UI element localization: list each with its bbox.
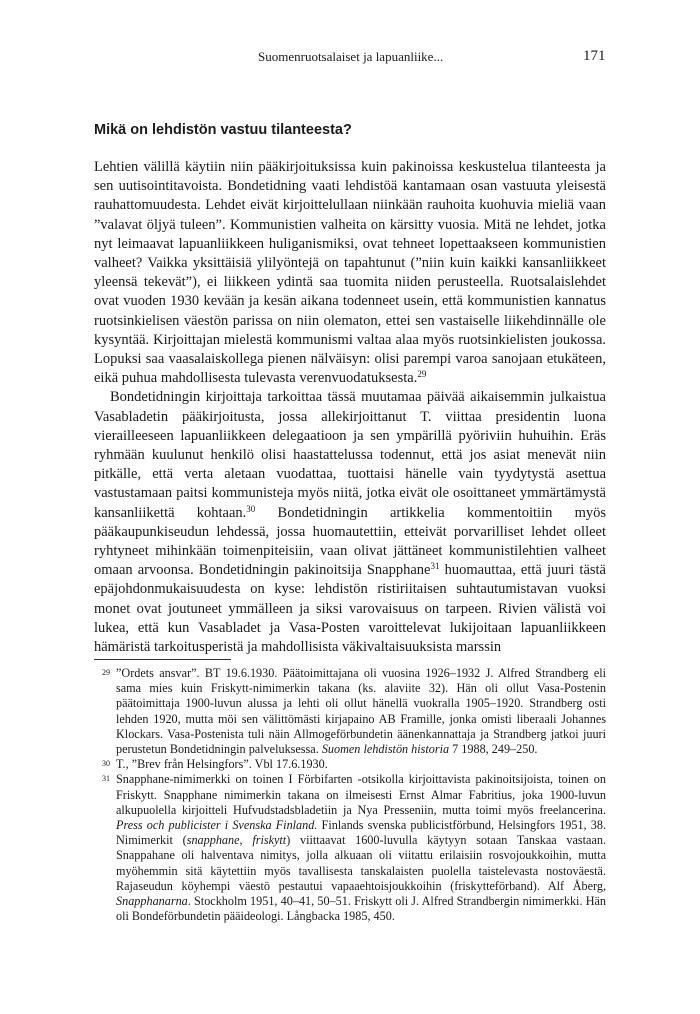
paragraph-2 [94,388,606,657]
footnote-divider [94,659,231,660]
footnote-italic: Suomen lehdistön historia [321,742,450,757]
footnote-number: 29 [102,668,110,677]
footnotes [94,666,606,924]
page-number: 171 [583,48,606,64]
footnote-text: ) viittaavat 1600-luvulla käytyyn sotaan Tanskaa vastaan. Snappahane oli halventava nimitys, jolla alkuaan oli viitattu erilaisiin rosvojoukkoihin, mutta myöhemmin sitä käytettiin myös tavallisesta tanskalaisten puolella taistelevasta nostoväestä. Rajaseudun köyhempi väestö pestautui vapaaehtoisjoukkoihin (friskytteförband). Alf Åberg, [116,833,606,893]
footnote-29 [94,666,606,757]
footnote-text: ”Ordets ansvar”. BT 19.6.1930. Päätoimittajana oli vuosina 1926–1932 J. Alfred Strandberg eli sama mies kuin Friskytt-nimimerkin takana (ks. alaviite 32). Hän oli ollut Vasa-Postenin päätoimittaja 1900-luvun alussa ja lehti oli ollut hänellä vuokralla 1905–1920. Strandberg osti lehden 1920, mutta möi sen välittömästi kirjapaino AB Framille, jonka omisti liberaali Johannes Klockars. Vasa-Postenista tuli näin Allmogeförbundetin äänenkannattaja ja Strandberg jatkoi juuri perustetun Bondetidningin palveluksessa. [116,666,606,757]
footnote-ref-29[interactable]: 29 [417,369,427,380]
footnote-text-tail: 7 1988, 249–250. [449,742,538,757]
paragraph-1-text: Lehtien välillä käytiin niin pääkirjoituksissa kuin pakinoissa keskustelua tilanteesta ja sen uutisointitavoista. Bondetidning vaati lehdistöä kantamaan osan vastuuta yleisestä rauhattomuudesta. Lehdet eivät kirjoittelullaan niinkään rauhoita kuohuvia mieliä vaan ”valavat öljyä tuleen”. Kommunistien valheita on kärsitty vuosia. Mitä ne lehdet, jotka nyt leimaavat lapuanliikkeen huliganismiksi, ovat tehneet lopettaakseen kommunistien valheet? Vaikka yksittäisiä ylilyöntejä on tapahtunut (”niin kuin kaikki kansanliikkeet yleensä tekevät”), ei liikkeen ydintä saa tuomita niiden perusteella. Ruotsalaislehdet ovat vuoden 1930 kevään ja kesän aikana todenneet usein, että kommunistien kannatus ruotsinkielisen väestön parissa on niin olematon, ettei sen vastaiselle liikehdinnälle ole kysyntää. Kirjoittajan mielestä kommunismi valtaa alaa myös ruotsinkielisten joukossa. Lopuksi saa vaasalaiskollega pienen nälväisyn: olisi parempi varoa sanojaan etukäteen, eikä puhua mahdollisesta tulevasta verenvuodatuksesta. [94,159,606,387]
footnote-31 [94,772,606,924]
body-text [94,158,606,657]
running-head: Suomenruotsalaiset ja lapuanliike... [258,49,444,64]
paragraph-1 [94,158,606,388]
footnote-ref-31[interactable]: 31 [430,561,440,572]
footnote-number: 30 [102,759,110,769]
paragraph-2-text-a: Bondetidningin kirjoittaja tarkoittaa tässä muutamaa päivää aikaisemmin julkaistua Vasabladetin pääkirjoitusta, jossa allekirjoittanut T. viittaa presidentin luona vierailleeseen lapuanliikkeen delegaatioon ja sen ympärillä pyöriviin huhuihin. Eräs ryhmään kuulunut henkilö olisi haastattelussa todennut, että jos asiat menevät niin pitkälle, että verta aletaan vuodattaa, tuottaisi hänelle vain tyydytystä asettua vastustamaan paitsi kommunisteja myös niitä, jotka eivät ole osoittaneet ymmärtämystä kansanliikettä kohtaan. [94,389,606,521]
footnote-italic: Press och publicister i Svenska Finland. [116,818,318,833]
paragraph-2-text-c: huomauttaa, että juuri tästä epäjohdonmukaisuudesta on kyse: lehdistön ristiriitaisen suhtautumistavan vuoksi monet ovat joutuneet ymmälleen ja siksi varovaisuus on tarpeen. Rivien välistä voi lukea, että kun Vasabladet ja Vasa-Posten varoittelevat lukijoitaan lapuanliikkeen hämäristä tarkoitusperistä ja mahdollisista väkivaltaisuuksista marssin [94,562,606,656]
section-heading: Mikä on lehdistön vastuu tilanteesta? [94,122,352,138]
footnote-text: Snapphane-nimimerkki on toinen I Förbifarten -otsikolla kirjoittavista pakinoitsijoista, toinen on Friskytt. Snapphane nimimerkin takana on ilmeisesti Ernst Almar Fabritius, joka 1900-luvun alkupuolella kirjoitteli Hufvudstadsbladetiin ja Nya Presseniin, mutta toimi myös freelancerina. [116,772,606,817]
footnote-italic: snapphane [186,833,240,848]
footnote-separator: , [239,833,253,848]
footnote-text: T., ”Brev från Helsingfors”. Vbl 17.6.1930. [116,757,328,772]
footnote-text-tail: . Stockholm 1951, 40–41, 50–51. Friskytt oli J. Alfred Strandbergin nimimerkki. Hän oli Bondeförbundetin pääideologi. Långbacka 1985, 450. [116,894,606,924]
footnote-italic: friskytt [252,833,287,848]
footnote-number: 31 [102,774,110,784]
paragraph-2-text-b: Bondetidningin artikkelia kommentoitiin myös pääkaupunkiseudun lehdessä, jossa huomautettiin, etteivät porvarilliset lehdet olleet ryhtyneet mihinkään toimenpiteisiin, vaan olivat jättäneet kommunistilehtien valheet omaan arvoonsa. Bondetidningin pakinoitsija Snapphane [94,504,607,579]
footnote-text: Finlands svenska publicistförbund, Helsingfors 1951, 38. Nimimerkit ( [116,818,606,848]
footnote-ref-30[interactable]: 30 [246,503,256,514]
footnote-italic: Snapphanarna [116,894,188,909]
footnote-30 [94,757,606,772]
